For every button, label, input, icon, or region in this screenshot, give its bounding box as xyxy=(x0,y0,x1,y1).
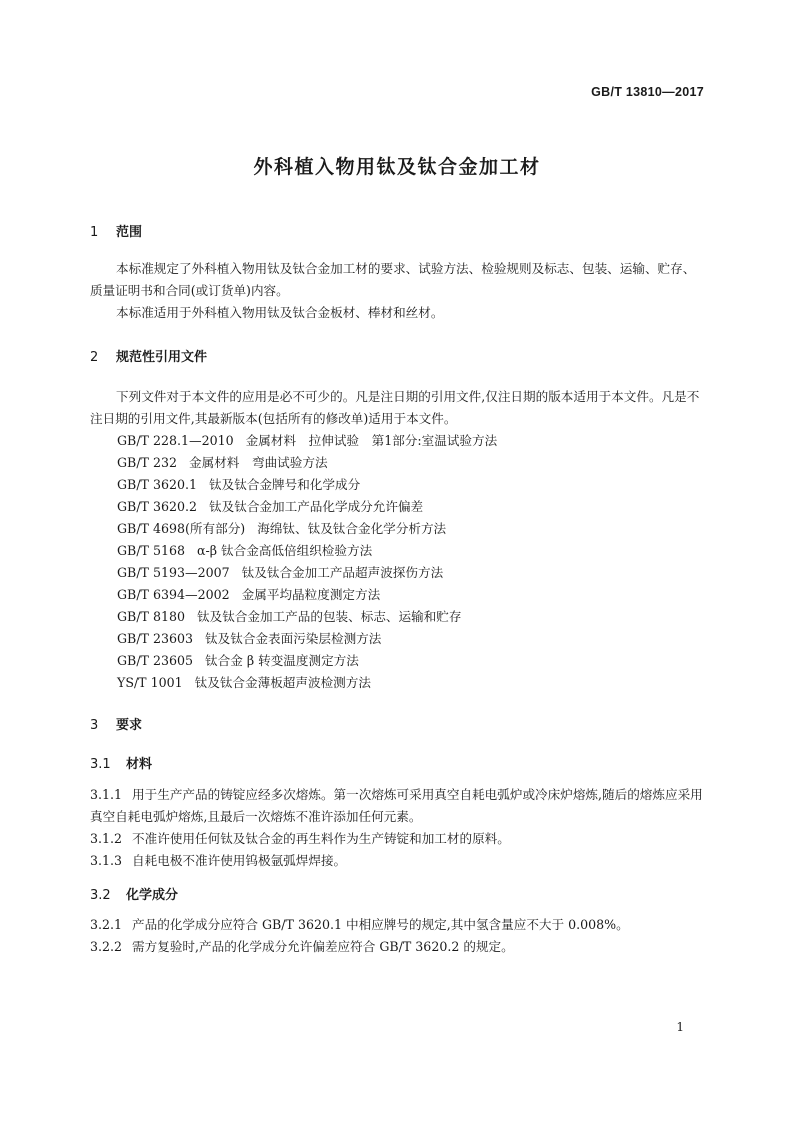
reference-code: GB/T 8180 xyxy=(117,609,186,624)
section-1-paragraph-2: 本标准适用于外科植入物用钛及钛合金板材、棒材和丝材。 xyxy=(116,305,444,320)
reference-title: 钛及钛合金加工产品化学成分允许偏差 xyxy=(209,499,424,514)
section-title: 范围 xyxy=(116,225,143,240)
section-number: 2 xyxy=(90,350,99,365)
clause-text: 用于生产产品的铸锭应经多次熔炼。第一次熔炼可采用真空自耗电弧炉或冷床炉熔炼,随后的熔炼应采用真空自耗电弧炉熔炼,且最后一次熔炼不准许添加任何元素。 xyxy=(90,787,703,824)
reference-code: GB/T 6394—2002 xyxy=(117,587,230,602)
section-number: 3.1 xyxy=(90,757,111,772)
clause-number: 3.1.2 xyxy=(90,831,123,846)
reference-item xyxy=(117,562,443,584)
reference-code: GB/T 4698(所有部分) xyxy=(117,521,246,536)
subsection-3-1-heading xyxy=(90,753,152,772)
clause-text: 产品的化学成分应符合 GB/T 3620.1 中相应牌号的规定,其中氢含量应不大于 0.008%。 xyxy=(132,917,629,932)
section-2-heading xyxy=(90,346,207,365)
clause-text: 不准许使用任何钛及钛合金的再生料作为生产铸锭和加工材的原料。 xyxy=(132,831,510,846)
section-1-paragraph-1: 本标准规定了外科植入物用钛及钛合金加工材的要求、试验方法、检验规则及标志、包装、运输、贮存、质量证明书和合同(或订货单)内容。 xyxy=(90,261,696,298)
reference-title: 海绵钛、钛及钛合金化学分析方法 xyxy=(257,521,447,536)
reference-item xyxy=(117,672,371,694)
clause-3-1-2 xyxy=(90,828,706,850)
section-title: 材料 xyxy=(126,757,153,772)
reference-title: 钛及钛合金薄板超声波检测方法 xyxy=(194,675,371,690)
reference-title: 金属平均晶粒度测定方法 xyxy=(241,587,381,602)
section-1-heading xyxy=(90,221,142,240)
page-number: 1 xyxy=(676,1020,684,1034)
subsection-3-2-heading xyxy=(90,884,178,903)
clause-text: 需方复验时,产品的化学成分允许偏差应符合 GB/T 3620.2 的规定。 xyxy=(132,939,514,954)
reference-item xyxy=(117,628,381,650)
reference-title: 钛合金 β 转变温度测定方法 xyxy=(205,653,359,668)
reference-code: GB/T 3620.2 xyxy=(117,499,198,514)
reference-code: GB/T 232 xyxy=(117,455,177,470)
clause-text: 自耗电极不准许使用钨极氩弧焊焊接。 xyxy=(132,853,347,868)
clause-number: 3.2.2 xyxy=(90,939,123,954)
reference-title: 金属材料 拉伸试验 第1部分:室温试验方法 xyxy=(245,433,498,448)
reference-item xyxy=(117,430,497,452)
reference-item xyxy=(117,584,380,606)
clause-3-2-1 xyxy=(90,914,706,936)
reference-title: 钛及钛合金加工产品的包装、标志、运输和贮存 xyxy=(197,609,462,624)
reference-item xyxy=(117,474,360,496)
reference-title: 钛及钛合金加工产品超声波探伤方法 xyxy=(241,565,444,580)
section-2-intro: 下列文件对于本文件的应用是必不可少的。凡是注日期的引用文件,仅注日期的版本适用于本文件。凡是不注日期的引用文件,其最新版本(包括所有的修改单)适用于本文件。 xyxy=(90,389,700,426)
reference-code: GB/T 23605 xyxy=(117,653,194,668)
section-number: 3 xyxy=(90,718,99,733)
reference-title: 钛及钛合金表面污染层检测方法 xyxy=(205,631,382,646)
section-title: 规范性引用文件 xyxy=(116,350,208,365)
reference-title: 钛及钛合金牌号和化学成分 xyxy=(209,477,361,492)
reference-code: GB/T 5168 xyxy=(117,543,186,558)
clause-number: 3.1.1 xyxy=(90,787,123,802)
section-title: 要求 xyxy=(116,718,143,733)
clause-3-2-2 xyxy=(90,936,706,958)
reference-code: YS/T 1001 xyxy=(117,675,183,690)
clause-3-1-1 xyxy=(90,784,706,828)
section-3-heading xyxy=(90,714,142,733)
section-title: 化学成分 xyxy=(126,888,179,903)
reference-item xyxy=(117,496,423,518)
reference-title: 金属材料 弯曲试验方法 xyxy=(189,455,328,470)
document-title: 外科植入物用钛及钛合金加工材 xyxy=(253,156,541,178)
clause-number: 3.2.1 xyxy=(90,917,123,932)
standard-code: GB/T 13810—2017 xyxy=(591,85,704,99)
reference-item xyxy=(117,452,328,474)
reference-item xyxy=(117,540,372,562)
reference-item xyxy=(117,650,359,672)
clause-number: 3.1.3 xyxy=(90,853,123,868)
reference-code: GB/T 23603 xyxy=(117,631,194,646)
reference-title: α-β 钛合金高低倍组织检验方法 xyxy=(197,543,373,558)
reference-code: GB/T 3620.1 xyxy=(117,477,198,492)
reference-item xyxy=(117,518,446,540)
section-number: 3.2 xyxy=(90,888,111,903)
reference-item xyxy=(117,606,461,628)
section-number: 1 xyxy=(90,225,99,240)
clause-3-1-3 xyxy=(90,850,706,872)
reference-code: GB/T 228.1—2010 xyxy=(117,433,234,448)
reference-code: GB/T 5193—2007 xyxy=(117,565,230,580)
